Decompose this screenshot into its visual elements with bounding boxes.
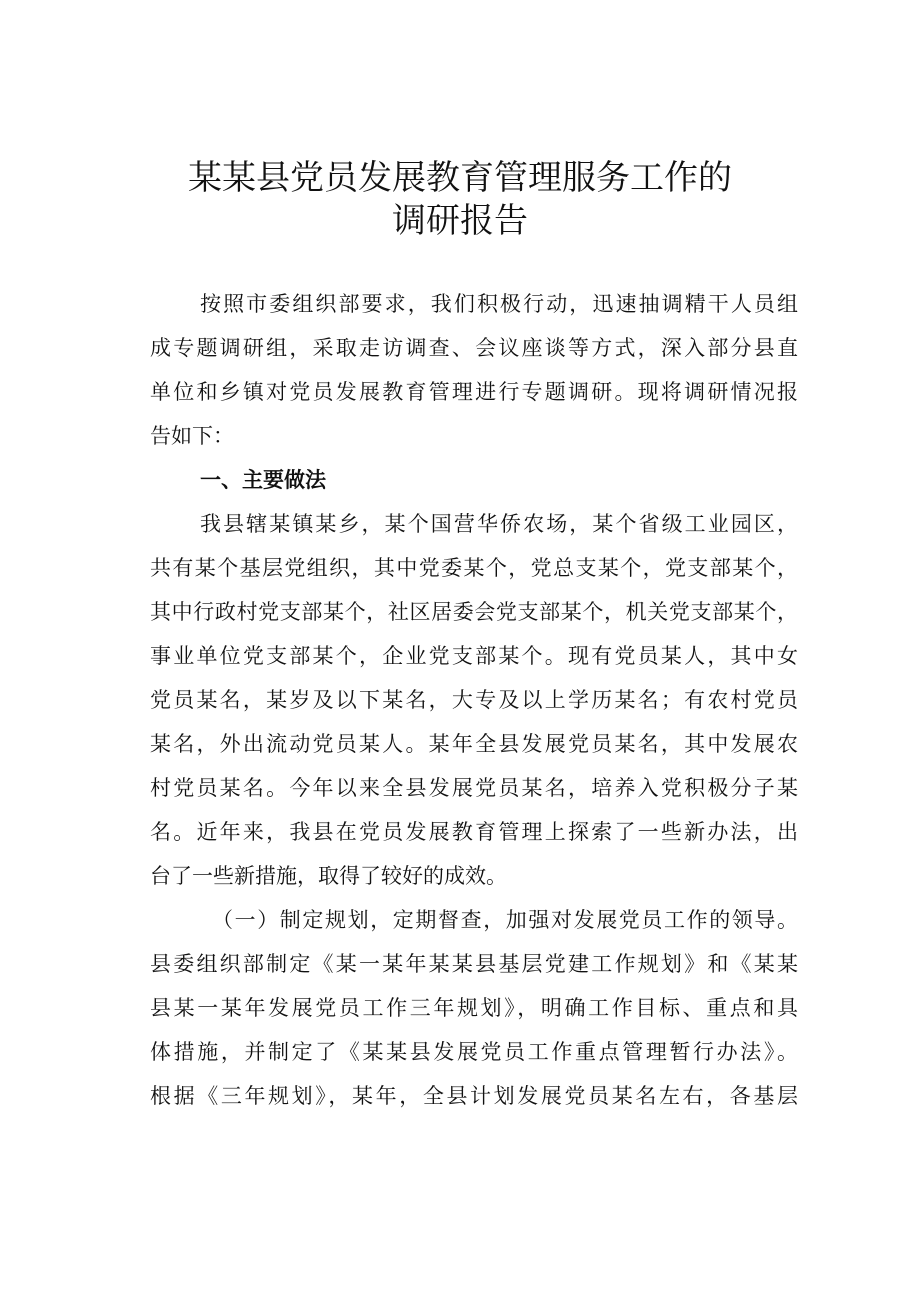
section-paragraph-line: 其中行政村党支部某个，社区居委会党支部某个，机关党支部某个， (150, 600, 798, 624)
section-paragraph-line: 事业单位党支部某个，企业党支部某个。现有党员某人，其中女 (150, 644, 798, 668)
subsection-paragraph-line: 体措施，并制定了《某某县发展党员工作重点管理暂行办法》。 (150, 1040, 798, 1064)
intro-paragraph-line: 单位和乡镇对党员发展教育管理进行专题调研。现将调研情况报 (150, 380, 798, 404)
section-paragraph-line: 某名，外出流动党员某人。某年全县发展党员某名，其中发展农 (150, 732, 798, 756)
section-paragraph-line: 村党员某名。今年以来全县发展党员某名，培养入党积极分子某 (150, 776, 798, 800)
section-paragraph-line: 共有某个基层党组织，其中党委某个，党总支某个，党支部某个， (150, 556, 798, 580)
document-title-line-2: 调研报告 (392, 201, 528, 241)
section-paragraph-line: 我县辖某镇某乡，某个国营华侨农场，某个省级工业园区， (200, 512, 798, 536)
subsection-paragraph-line: （一）制定规划，定期督查，加强对发展党员工作的领导。 (212, 908, 798, 932)
intro-paragraph-line: 告如下： (150, 424, 234, 448)
subsection-paragraph-line: 县委组织部制定《某一某年某某县基层党建工作规划》和《某某 (150, 952, 798, 976)
subsection-paragraph-line: 根据《三年规划》，某年，全县计划发展党员某名左右，各基层 (150, 1084, 798, 1108)
intro-paragraph-line: 按照市委组织部要求，我们积极行动，迅速抽调精干人员组 (200, 292, 798, 316)
intro-paragraph-line: 成专题调研组，采取走访调查、会议座谈等方式，深入部分县直 (150, 336, 798, 360)
section-paragraph-line: 党员某名，某岁及以下某名，大专及以上学历某名；有农村党员 (150, 688, 798, 712)
section-heading: 一、主要做法 (200, 468, 326, 492)
subsection-paragraph-line: 县某一某年发展党员工作三年规划》，明确工作目标、重点和具 (150, 996, 798, 1020)
section-paragraph-line: 名。近年来，我县在党员发展教育管理上探索了一些新办法，出 (150, 820, 798, 844)
section-paragraph-line: 台了一些新措施，取得了较好的成效。 (150, 864, 507, 888)
document-title-line-1: 某某县党员发展教育管理服务工作的 (188, 158, 732, 198)
